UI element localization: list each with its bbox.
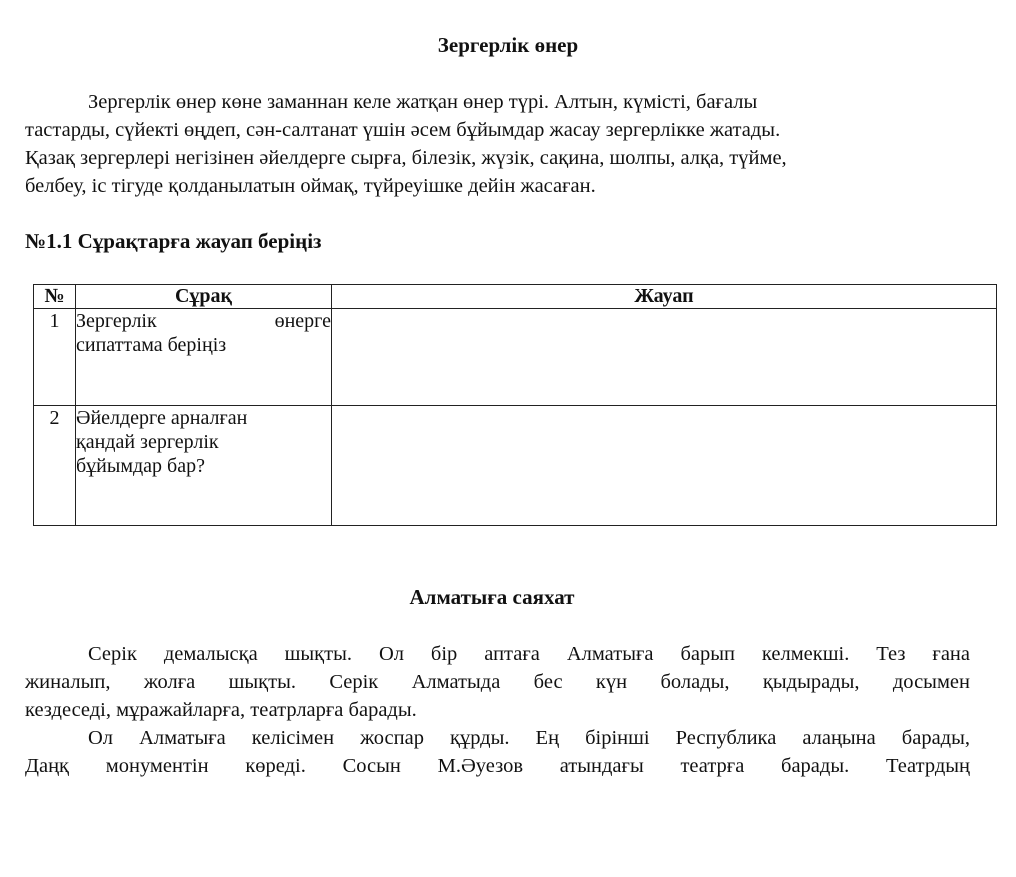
paragraph-line: жиналып, жолға шықты. Серік Алматыда бес күн болады, қыдырады, досымен	[25, 671, 970, 693]
answer-cell[interactable]	[332, 309, 997, 406]
question-cell	[76, 406, 332, 526]
intro-paragraph	[25, 88, 970, 200]
task-heading: №1.1 Сұрақтарға жауап беріңіз	[25, 229, 322, 253]
row-number: 2	[34, 406, 76, 526]
question-line: Зергерлік өнерге	[76, 310, 331, 332]
section-title: Алматыға саяхат	[409, 585, 575, 609]
table-row	[34, 406, 997, 526]
paragraph-line: Ол Алматыға келісімен жоспар құрды. Ең бірінші Республика алаңына барады,	[88, 727, 970, 749]
paragraph-line: кездеседі, мұражайларға, театрларға барады.	[25, 699, 417, 721]
question-line: сипаттама беріңіз	[76, 334, 227, 356]
paragraph-line: Даңқ монументін көреді. Сосын М.Әуезов атындағы театрға барады. Театрдың	[25, 755, 970, 777]
section-title: Зергерлік өнер	[437, 33, 579, 57]
question-line: бұйымдар бар?	[76, 455, 205, 477]
paragraph-line: Серік демалысқа шықты. Ол бір аптаға Алматыға барып келмекші. Тез ғана	[88, 643, 970, 665]
paragraph-line: Зергерлік өнер көне заманнан келе жатқан өнер түрі. Алтын, күмісті, бағалы	[88, 91, 758, 113]
story-paragraph	[25, 640, 970, 724]
table-header-row	[34, 285, 997, 309]
paragraph-line: Қазақ зергерлері негізінен әйелдерге сырға, білезік, жүзік, сақина, шолпы, алқа, түйме,	[25, 147, 787, 169]
question-answer-table	[33, 284, 997, 526]
answer-cell[interactable]	[332, 406, 997, 526]
question-line: қандай зергерлік	[76, 431, 219, 453]
paragraph-line: тастарды, сүйекті өңдеп, сән-салтанат үшін әсем бұйымдар жасау зергерлікке жатады.	[25, 119, 781, 141]
header-question: Сұрақ	[76, 285, 332, 309]
table-row	[34, 309, 997, 406]
header-answer: Жауап	[332, 285, 997, 309]
row-number: 1	[34, 309, 76, 406]
header-number: №	[34, 285, 76, 309]
question-cell	[76, 309, 332, 406]
paragraph-line: белбеу, іс тігуде қолданылатын оймақ, түйреуішке дейін жасаған.	[25, 175, 596, 197]
question-line: Әйелдерге арналған	[76, 407, 248, 429]
story-paragraph	[25, 724, 970, 780]
